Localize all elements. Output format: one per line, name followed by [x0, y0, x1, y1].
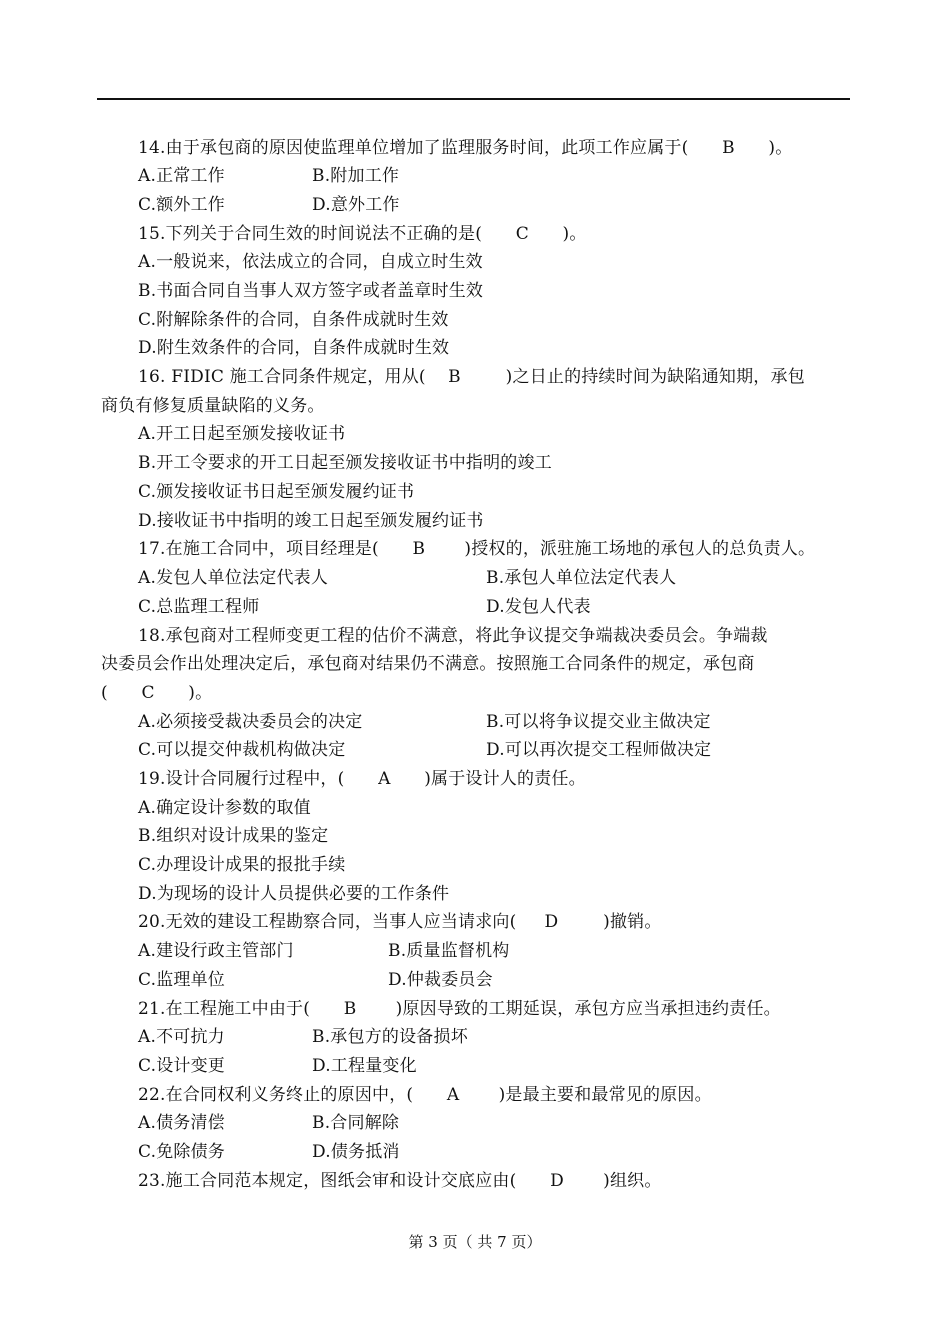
question-16-cont: 商负有修复质量缺陷的义务。 [101, 396, 325, 416]
option-20c: C.监理单位 [138, 970, 226, 990]
option-19a: A.确定设计参数的取值 [138, 798, 311, 818]
option-17d: D.发包人代表 [486, 597, 591, 617]
option-22a: A.债务清偿 [138, 1113, 225, 1133]
option-20b: B.质量监督机构 [388, 941, 510, 961]
question-17: 17.在施工合同中，项目经理是( B )授权的，派驻施工场地的承包人的总负责人。 [138, 539, 816, 559]
question-20: 20.无效的建设工程勘察合同，当事人应当请求向( D )撤销。 [138, 912, 662, 932]
header-rule [97, 98, 850, 100]
option-14d: D.意外工作 [312, 195, 400, 215]
option-15b: B.书面合同自当事人双方签字或者盖章时生效 [138, 281, 484, 301]
option-21c: C.设计变更 [138, 1056, 226, 1076]
option-22c: C.免除债务 [138, 1142, 226, 1162]
option-16d: D.接收证书中指明的竣工日起至颁发履约证书 [138, 511, 484, 531]
option-17b: B.承包人单位法定代表人 [486, 568, 677, 588]
option-19d: D.为现场的设计人员提供必要的工作条件 [138, 884, 450, 904]
option-21b: B.承包方的设备损坏 [312, 1027, 468, 1047]
option-15d: D.附生效条件的合同，自条件成就时生效 [138, 338, 450, 358]
option-14b: B.附加工作 [312, 166, 400, 186]
option-21a: A.不可抗力 [138, 1027, 225, 1047]
option-20a: A.建设行政主管部门 [138, 941, 294, 961]
option-17a: A.发包人单位法定代表人 [138, 568, 329, 588]
question-18-cont2: ( C )。 [101, 683, 213, 703]
option-18a: A.必须接受裁决委员会的决定 [138, 712, 363, 732]
option-22d: D.债务抵消 [312, 1142, 400, 1162]
question-19: 19.设计合同履行过程中，( A )属于设计人的责任。 [138, 769, 586, 789]
option-15c: C.附解除条件的合同，自条件成就时生效 [138, 310, 449, 330]
option-16c: C.颁发接收证书日起至颁发履约证书 [138, 482, 415, 502]
option-14a: A.正常工作 [138, 166, 225, 186]
option-16b: B.开工令要求的开工日起至颁发接收证书中指明的竣工 [138, 453, 552, 473]
option-19b: B.组织对设计成果的鉴定 [138, 826, 329, 846]
option-15a: A.一般说来，依法成立的合同，自成立时生效 [138, 252, 483, 272]
question-15: 15.下列关于合同生效的时间说法不正确的是( C )。 [138, 224, 587, 244]
question-22: 22.在合同权利义务终止的原因中，( A )是最主要和最常见的原因。 [138, 1085, 712, 1105]
option-16a: A.开工日起至颁发接收证书 [138, 424, 346, 444]
option-18b: B.可以将争议提交业主做决定 [486, 712, 711, 732]
option-17c: C.总监理工程师 [138, 597, 260, 617]
option-20d: D.仲裁委员会 [388, 970, 493, 990]
question-21: 21.在工程施工中由于( B )原因导致的工期延误，承包方应当承担违约责任。 [138, 999, 781, 1019]
option-18c: C.可以提交仲裁机构做决定 [138, 740, 346, 760]
option-22b: B.合同解除 [312, 1113, 400, 1133]
question-14: 14.由于承包商的原因使监理单位增加了监理服务时间，此项工作应属于( B )。 [138, 138, 793, 158]
question-18: 18.承包商对工程师变更工程的估价不满意，将此争议提交争端裁决委员会。争端裁 [138, 626, 768, 646]
option-21d: D.工程量变化 [312, 1056, 417, 1076]
question-16: 16. FIDIC 施工合同条件规定，用从( B )之日止的持续时间为缺陷通知期，承包 [138, 367, 805, 387]
option-19c: C.办理设计成果的报批手续 [138, 855, 346, 875]
option-14c: C.额外工作 [138, 195, 226, 215]
option-18d: D.可以再次提交工程师做决定 [486, 740, 712, 760]
page-number: 第 3 页（ 共 7 页） [408, 1233, 542, 1251]
question-23: 23.施工合同范本规定，图纸会审和设计交底应由( D )组织。 [138, 1171, 662, 1191]
question-18-cont: 决委员会作出处理决定后，承包商对结果仍不满意。按照施工合同条件的规定，承包商 [101, 654, 755, 674]
